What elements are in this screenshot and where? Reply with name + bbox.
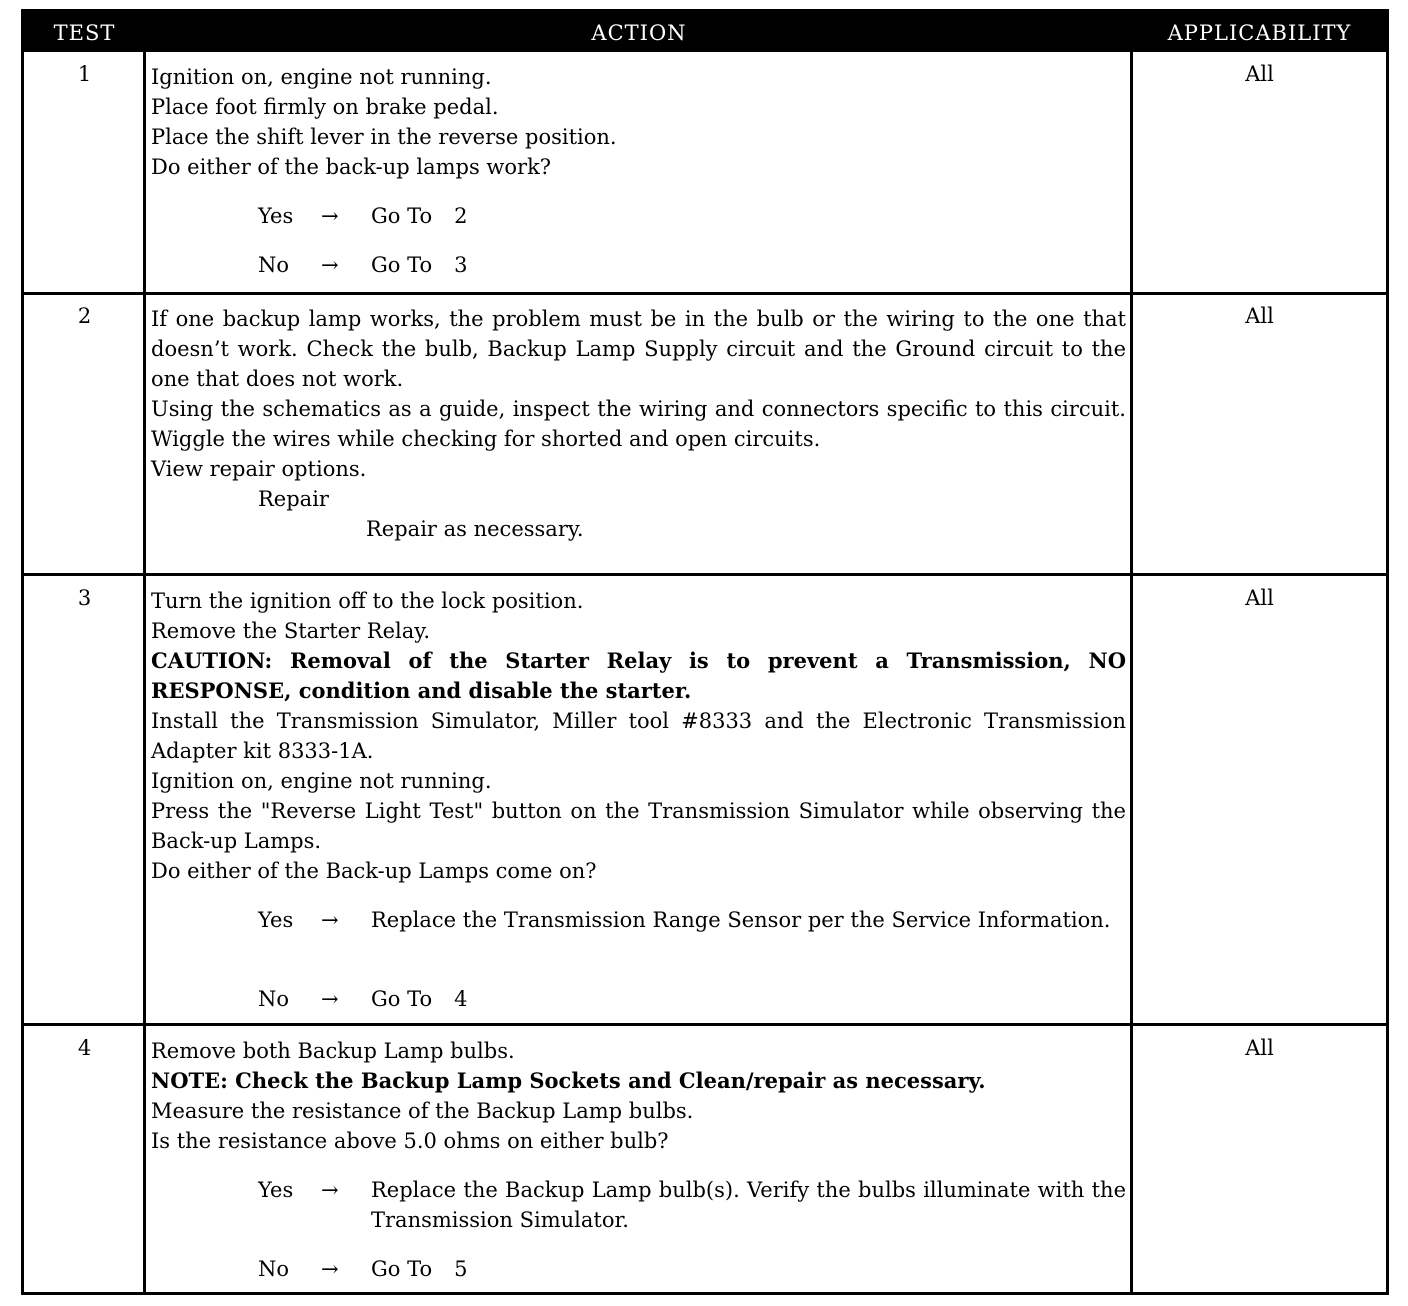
action-line: Do either of the Back-up Lamps come on? <box>151 859 597 883</box>
test-number: 2 <box>77 304 92 328</box>
action-line: Is the resistance above 5.0 ohms on either bulb? <box>151 1129 669 1153</box>
table-row-test-4 <box>24 1023 1386 1292</box>
action-line: Press the "Reverse Light Test" button on the Transmission Simulator while observing the Back-up Lamps. <box>151 799 1126 853</box>
answer-label: No <box>258 1257 290 1281</box>
arrow-icon: → <box>321 1178 339 1202</box>
row-divider <box>24 1023 1386 1026</box>
goto-number: 2 <box>454 204 468 228</box>
header-applicability: APPLICABILITY <box>1167 21 1352 45</box>
action-paragraph: View repair options. <box>151 457 367 481</box>
applicability-cell: All <box>1245 304 1274 328</box>
goto-number: 3 <box>454 253 468 277</box>
action-line: Install the Transmission Simulator, Miller tool #8333 and the Electronic Transmission Adapter kit 8333-1A. <box>151 709 1126 763</box>
test-number: 1 <box>77 62 92 86</box>
answer-no <box>151 984 1126 1014</box>
goto-number: 4 <box>454 987 468 1011</box>
test-number: 3 <box>77 586 92 610</box>
answer-label: Yes <box>258 1178 294 1202</box>
action-cell <box>151 62 1126 280</box>
arrow-icon: → <box>321 987 339 1011</box>
header-action: ACTION <box>591 21 687 45</box>
action-line: Place the shift lever in the reverse position. <box>151 125 617 149</box>
answer-result: Replace the Backup Lamp bulb(s). Verify the bulbs illuminate with the Transmission Simulator. <box>371 1178 1126 1232</box>
applicability-cell: All <box>1245 62 1274 86</box>
applicability-cell: All <box>1245 1036 1274 1060</box>
caution-text: CAUTION: Removal of the Starter Relay is to prevent a Transmission, NO RESPONSE, condition and disable the starter. <box>151 648 1126 703</box>
repair-label: Repair <box>258 487 329 511</box>
answer-yes <box>151 905 1126 965</box>
action-line: Place foot firmly on brake pedal. <box>151 95 499 119</box>
arrow-icon: → <box>321 253 339 277</box>
action-line: Do either of the back-up lamps work? <box>151 155 552 179</box>
action-paragraph: Using the schematics as a guide, inspect the wiring and connectors specific to this circuit. Wiggle the wires while checking for shorted and open circuits. <box>151 397 1126 451</box>
row-divider <box>24 573 1386 576</box>
answer-label: No <box>258 987 290 1011</box>
answer-label: No <box>258 253 290 277</box>
action-line: Turn the ignition off to the lock position. <box>151 589 584 613</box>
action-line: Ignition on, engine not running. <box>151 769 492 793</box>
action-cell <box>151 586 1126 1014</box>
table-row-test-2 <box>24 292 1386 573</box>
action-line: Remove the Starter Relay. <box>151 619 431 643</box>
goto-text: Go To <box>371 253 433 277</box>
action-line: Remove both Backup Lamp bulbs. <box>151 1039 515 1063</box>
note-text: NOTE: Check the Backup Lamp Sockets and Clean/repair as necessary. <box>151 1068 986 1093</box>
arrow-icon: → <box>321 908 339 932</box>
action-paragraph: If one backup lamp works, the problem must be in the bulb or the wiring to the one that doesn’t work. Check the bulb, Backup Lamp Supply circuit and the Ground circuit to the one that does not work. <box>151 307 1126 391</box>
answer-result <box>371 984 1126 1014</box>
table-header <box>24 12 1386 52</box>
header-test: TEST <box>53 21 116 45</box>
answer-result <box>371 201 1126 231</box>
action-line: Measure the resistance of the Backup Lamp bulbs. <box>151 1099 694 1123</box>
answer-yes <box>151 201 1126 231</box>
action-line: Ignition on, engine not running. <box>151 65 492 89</box>
goto-text: Go To <box>371 204 433 228</box>
answer-yes <box>151 1175 1126 1235</box>
answer-result: Replace the Transmission Range Sensor per the Service Information. <box>371 908 1111 932</box>
repair-text: Repair as necessary. <box>366 517 584 541</box>
table-row-test-1 <box>24 52 1386 292</box>
goto-number: 5 <box>454 1257 468 1281</box>
arrow-icon: → <box>321 1257 339 1281</box>
goto-text: Go To <box>371 987 433 1011</box>
applicability-cell: All <box>1245 586 1274 610</box>
answer-no <box>151 1254 1126 1284</box>
arrow-icon: → <box>321 204 339 228</box>
row-divider <box>24 292 1386 295</box>
action-cell <box>151 304 1126 544</box>
answer-label: Yes <box>258 908 294 932</box>
table-row-test-3 <box>24 573 1386 1023</box>
answer-label: Yes <box>258 204 294 228</box>
answer-no <box>151 250 1126 280</box>
goto-text: Go To <box>371 1257 433 1281</box>
answer-result <box>371 1254 1126 1284</box>
diagnostic-table <box>21 9 1389 1295</box>
action-cell <box>151 1036 1126 1284</box>
test-number: 4 <box>77 1036 92 1060</box>
answer-result <box>371 250 1126 280</box>
